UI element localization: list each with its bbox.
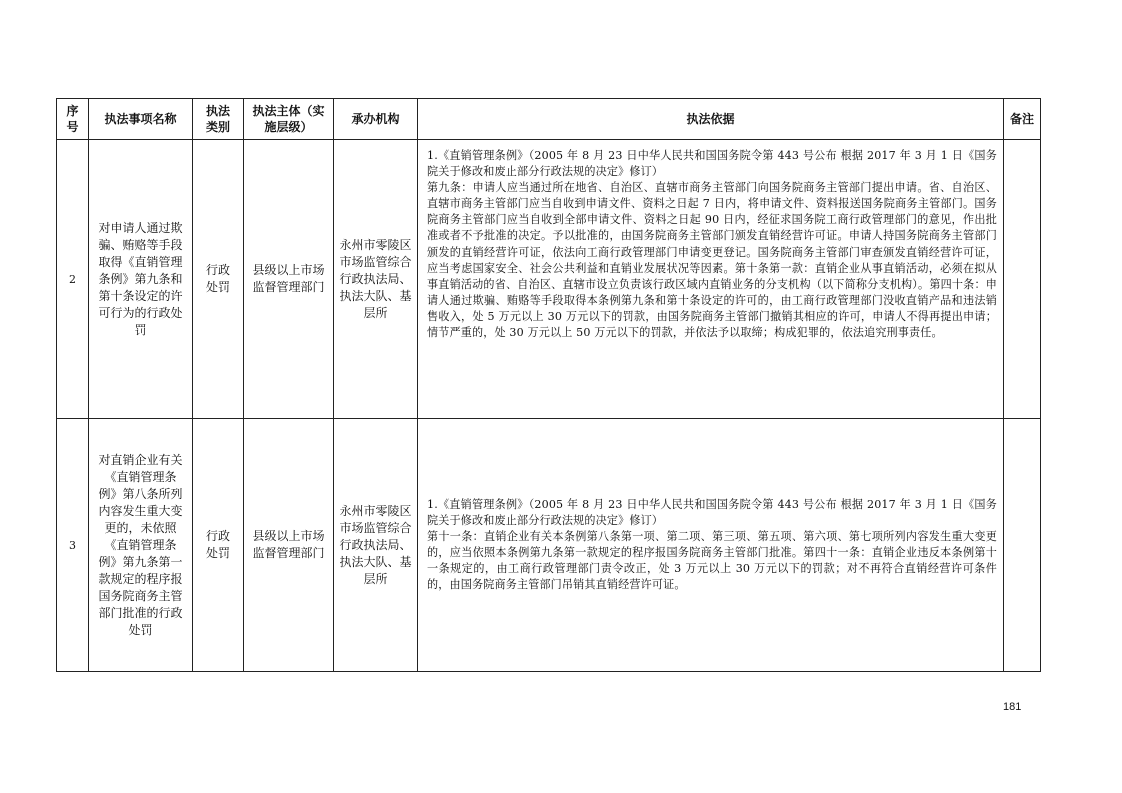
row-remarks	[1004, 140, 1041, 419]
row-item-name: 对申请人通过欺骗、贿赂等手段取得《直销管理条例》第九条和第十条设定的许可行为的行政处罚	[89, 140, 193, 419]
table-row	[57, 419, 1041, 672]
header-seq: 序号	[57, 99, 89, 140]
basis-title: 1.《直销管理条例》（2005 年 8 月 23 日中华人民共和国国务院令第 443 号公布 根据 2017 年 3 月 1 日《国务院关于修改和废止部分行政法规的决定》修订）	[427, 497, 997, 527]
header-remarks: 备注	[1004, 99, 1041, 140]
enforcement-table	[56, 98, 1041, 672]
row-seq: 2	[57, 140, 89, 419]
row-agency: 永州市零陵区市场监管综合行政执法局、执法大队、基层所	[334, 140, 418, 419]
header-basis: 执法依据	[418, 99, 1004, 140]
row-seq: 3	[57, 419, 89, 672]
table-header-row	[57, 99, 1041, 140]
table-row	[57, 140, 1041, 419]
header-agency: 承办机构	[334, 99, 418, 140]
header-subject: 执法主体（实施层级）	[244, 99, 334, 140]
basis-title: 1.《直销管理条例》（2005 年 8 月 23 日中华人民共和国国务院令第 443 号公布 根据 2017 年 3 月 1 日《国务院关于修改和废止部分行政法规的决定》修订）	[427, 149, 997, 179]
row-agency: 永州市零陵区市场监管综合行政执法局、执法大队、基层所	[334, 419, 418, 672]
row-item-name: 对直销企业有关《直销管理条例》第八条所列内容发生重大变更的，未依照《直销管理条例》第九条第一款规定的程序报国务院商务主管部门批准的行政处罚	[89, 419, 193, 672]
row-basis	[418, 419, 1004, 672]
basis-text: 第十一条：直销企业有关本条例第八条第一项、第二项、第三项、第五项、第六项、第七项所列内容发生重大变更的，应当依照本条例第九条第一款规定的程序报国务院商务主管部门批准。第四十一条：直销企业违反本条例第十一条规定的，由工商行政管理部门责令改正，处 3 万元以上 30 万元以下的罚款；对不再符合直销经营许可条件的，由国务院商务主管部门吊销其直销经营许可证。	[427, 529, 997, 592]
row-category: 行政处罚	[193, 140, 244, 419]
header-category: 执法类别	[193, 99, 244, 140]
row-remarks	[1004, 419, 1041, 672]
row-subject: 县级以上市场监督管理部门	[244, 419, 334, 672]
basis-text: 第九条：申请人应当通过所在地省、自治区、直辖市商务主管部门向国务院商务主管部门提出申请。省、自治区、直辖市商务主管部门应当自收到申请文件、资料之日起 7 日内，将申请文件、资料报送国务院商务主管部门。国务院商务主管部门应当自收到全部申请文件、资料之日起 90 日内，经征求国务院工商行政管理部门的意见，作出批准或者不予批准的决定。予以批准的，由国务院商务主管部门颁发直销经营许可证。申请人持国务院商务主管部门颁发的直销经营许可证，依法向工商行政管理部门申请变更登记。国务院商务主管部门审查颁发直销经营许可证，应当考虑国家安全、社会公共利益和直销业发展状况等因素。第十条第一款：直销企业从事直销活动，必须在拟从事直销活动的省、自治区、直辖市设立负责该行政区域内直销业务的分支机构（以下简称分支机构）。第四十条：申请人通过欺骗、贿赂等手段取得本条例第九条和第十条设定的许可的，由工商行政管理部门没收直销产品和违法销售收入，处 5 万元以上 30 万元以下的罚款，由国务院商务主管部门撤销其相应的许可，申请人不得再提出申请；情节严重的，处 30 万元以上 50 万元以下的罚款，并依法予以取缔；构成犯罪的，依法追究刑事责任。	[427, 181, 997, 340]
row-category: 行政处罚	[193, 419, 244, 672]
page-number: 181	[1003, 701, 1022, 713]
header-item-name: 执法事项名称	[89, 99, 193, 140]
row-basis	[418, 140, 1004, 419]
row-subject: 县级以上市场监督管理部门	[244, 140, 334, 419]
